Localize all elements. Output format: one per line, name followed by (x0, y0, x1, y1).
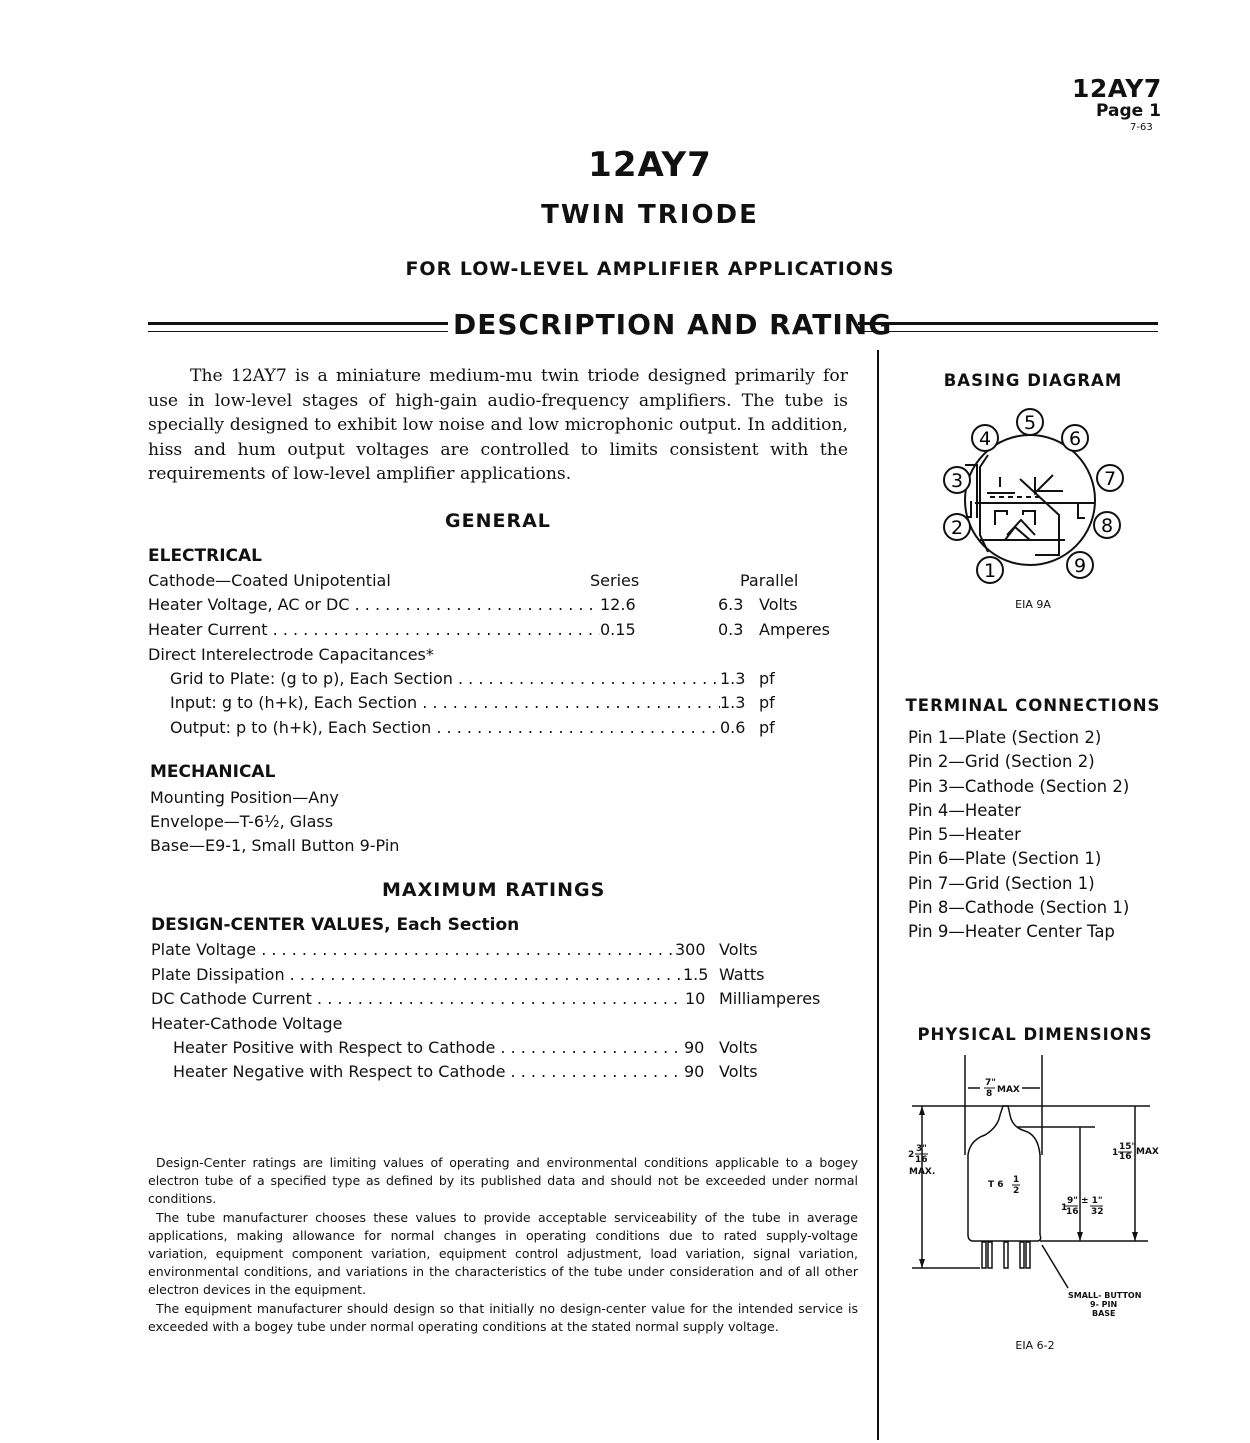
terminal-item: Pin 9—Heater Center Tap (908, 922, 1115, 942)
row-label: Plate Voltage . . . (151, 938, 675, 962)
unit: Volts (719, 940, 758, 959)
corner-model: 12AY7 (1072, 74, 1162, 103)
pin-number: 4 (978, 428, 992, 450)
base-label-line: BASE (1092, 1309, 1116, 1318)
unit: Volts (719, 1038, 758, 1057)
cathode-type: Cathode—Coated Unipotential (148, 571, 391, 590)
base-label-line: 9- PIN (1090, 1300, 1118, 1309)
unit: pf (759, 669, 775, 688)
intro-paragraph: The 12AY7 is a miniature medium-mu twin triode designed primarily for use in low-level stages of high-gain audio-frequency amplifiers. The tube is specially designed to exhibit low noise and low microphonic output. In addition, hiss and hum output voltages are controlled to limits consistent with the requirements of low-level amplifier applications. (148, 366, 848, 484)
envelope-frac-num: 1 (1013, 1175, 1020, 1185)
unit: Volts (719, 1062, 758, 1081)
pin-number: 2 (950, 517, 964, 539)
row-label: Grid to Plate: (g to p), Each Section . . . (170, 667, 720, 691)
unit: pf (759, 718, 775, 737)
tolerance-den: 32 (1091, 1207, 1104, 1217)
terminal-item: Pin 5—Heater (908, 825, 1021, 845)
rating-value: 1.5 (683, 965, 709, 984)
cap-value: 1.3 (720, 693, 746, 712)
pin-number: 1 (983, 560, 997, 582)
envelope-frac-den: 2 (1013, 1186, 1020, 1196)
terminal-item: Pin 2—Grid (Section 2) (908, 752, 1095, 772)
general-heading: GENERAL (445, 510, 551, 532)
terminal-item: Pin 6—Plate (Section 1) (908, 849, 1102, 869)
width-den: 8 (986, 1089, 993, 1099)
rating-value: 90 (684, 1062, 705, 1081)
shoulder-whole: 1 (1061, 1203, 1068, 1213)
terminal-item: Pin 1—Plate (Section 2) (908, 728, 1102, 747)
width-num: 7" (985, 1078, 996, 1088)
tube-outline (912, 1055, 1150, 1288)
basing-diagram (935, 405, 1135, 590)
dimension-arrows (919, 1106, 1138, 1268)
mechanical-item: Envelope—T-6½, Glass (150, 812, 334, 831)
mechanical-heading: MECHANICAL (150, 762, 276, 782)
row-label: Output: p to (h+k), Each Section . . . (170, 716, 720, 740)
mechanical-item: Base—E9-1, Small Button 9-Pin (150, 836, 400, 855)
terminal-item: Pin 7—Grid (Section 1) (908, 873, 1095, 893)
dimension-drawing (900, 1055, 1170, 1335)
pin-number: 7 (1103, 468, 1117, 490)
unit: Watts (719, 965, 765, 984)
capacitance-heading: Direct Interelectrode Capacitances* (148, 645, 434, 664)
shoulder-den: 16 (1066, 1207, 1079, 1217)
overall-num: 3" (916, 1144, 927, 1154)
design-center-heading: DESIGN-CENTER VALUES, Each Section (151, 915, 520, 935)
unit: Volts (759, 595, 798, 614)
mechanical-item: Mounting Position—Any (150, 788, 339, 807)
pin-number: 5 (1023, 412, 1037, 434)
seated-num: 15" (1119, 1142, 1137, 1152)
basing-caption: EIA 9A (1015, 598, 1051, 611)
dimensions-caption: EIA 6-2 (1015, 1339, 1055, 1352)
pin-number: 3 (950, 470, 964, 492)
basing-diagram-heading: BASING DIAGRAM (943, 371, 1123, 390)
base-label-line: SMALL- BUTTON (1068, 1291, 1142, 1300)
envelope-label: T 6 (988, 1180, 1004, 1190)
width-suffix: MAX (997, 1085, 1020, 1095)
max-ratings-heading: MAXIMUM RATINGS (382, 879, 606, 901)
physical-dimensions-heading: PHYSICAL DIMENSIONS (917, 1025, 1153, 1044)
footnote: The equipment manufacturer should design so that initially no design-center value for the intended service is exceeded with a bogey tube under normal operating conditions at the stated normal supply voltage. (148, 1300, 858, 1334)
footnote: The tube manufacturer chooses these values to provide acceptable serviceability of the tube in average applications, making allowance for normal changes in operating conditions due to rated supply-voltage variation, equipment component variation, equipment control adjustment, load variation, signal variation, environmental conditions, and variations in the characteristics of the tube under consideration and of all other electron devices in the equipment. (148, 1209, 858, 1298)
series-value: 0.15 (600, 620, 636, 639)
pin-number: 8 (1100, 515, 1114, 537)
terminal-connections-heading: TERMINAL CONNECTIONS (905, 696, 1161, 715)
footnote: Design-Center ratings are limiting values of operating and environmental conditions applicable to a bogey electron tube of a specified type as defined by its published data and should not be exceeded under normal conditions. (148, 1155, 858, 1207)
terminal-item: Pin 3—Cathode (Section 2) (908, 776, 1130, 796)
pin-number: 6 (1068, 428, 1082, 450)
parallel-value: 6.3 (718, 595, 744, 614)
cap-value: 1.3 (720, 669, 746, 688)
overall-whole: 2 (908, 1150, 915, 1160)
shoulder-num: 9" (1067, 1196, 1078, 1206)
row-label: Heater Positive with Respect to Cathode . . . (173, 1036, 684, 1060)
col-series-header: Series (590, 571, 640, 590)
corner-page-number: Page 1 (1096, 101, 1161, 121)
seated-den: 16 (1119, 1152, 1132, 1162)
section-heading: DESCRIPTION AND RATING (453, 308, 893, 341)
footnotes (148, 1154, 858, 1336)
electrical-heading: ELECTRICAL (148, 546, 263, 566)
heater-cathode-heading: Heater-Cathode Voltage (151, 1014, 343, 1033)
section-rule-right (858, 322, 1158, 332)
rating-value: 10 (685, 989, 706, 1008)
parallel-value: 0.3 (718, 620, 744, 639)
page-title: 12AY7 (588, 145, 712, 185)
row-label: Plate Dissipation . . . (151, 963, 683, 987)
section-rule-left (148, 322, 448, 332)
row-label: Heater Voltage, AC or DC . . . (148, 593, 600, 617)
overall-den: 16 (915, 1155, 928, 1165)
dimension-labels (908, 1078, 1159, 1318)
corner-date: 7-63 (1130, 122, 1153, 133)
internal-structure (965, 455, 1095, 555)
cap-value: 0.6 (720, 718, 746, 737)
row-label: Input: g to (h+k), Each Section . . . (170, 691, 720, 715)
terminal-item: Pin 8—Cathode (Section 1) (908, 898, 1130, 918)
rating-value: 90 (684, 1038, 705, 1057)
unit: pf (759, 693, 775, 712)
terminal-list (908, 726, 1129, 945)
overall-suffix: MAX. (909, 1167, 936, 1177)
page-tagline: FOR LOW-LEVEL AMPLIFIER APPLICATIONS (405, 258, 895, 280)
row-label: DC Cathode Current . . . (151, 987, 685, 1011)
column-divider (877, 350, 879, 1440)
pin-number: 9 (1073, 555, 1087, 577)
tolerance-num: ± 1" (1081, 1196, 1103, 1206)
row-label: Heater Current . . . (148, 618, 600, 642)
col-parallel-header: Parallel (740, 571, 799, 590)
terminal-item: Pin 4—Heater (908, 800, 1021, 820)
page-subtitle: TWIN TRIODE (541, 200, 759, 230)
seated-whole: 1 (1112, 1148, 1119, 1158)
rating-value: 300 (675, 940, 706, 959)
series-value: 12.6 (600, 595, 636, 614)
unit: Amperes (759, 620, 830, 639)
row-label: Heater Negative with Respect to Cathode . . . (173, 1060, 684, 1084)
unit: Milliamperes (719, 989, 821, 1008)
pin-markers (944, 409, 1123, 583)
seated-suffix: MAX (1136, 1147, 1159, 1157)
